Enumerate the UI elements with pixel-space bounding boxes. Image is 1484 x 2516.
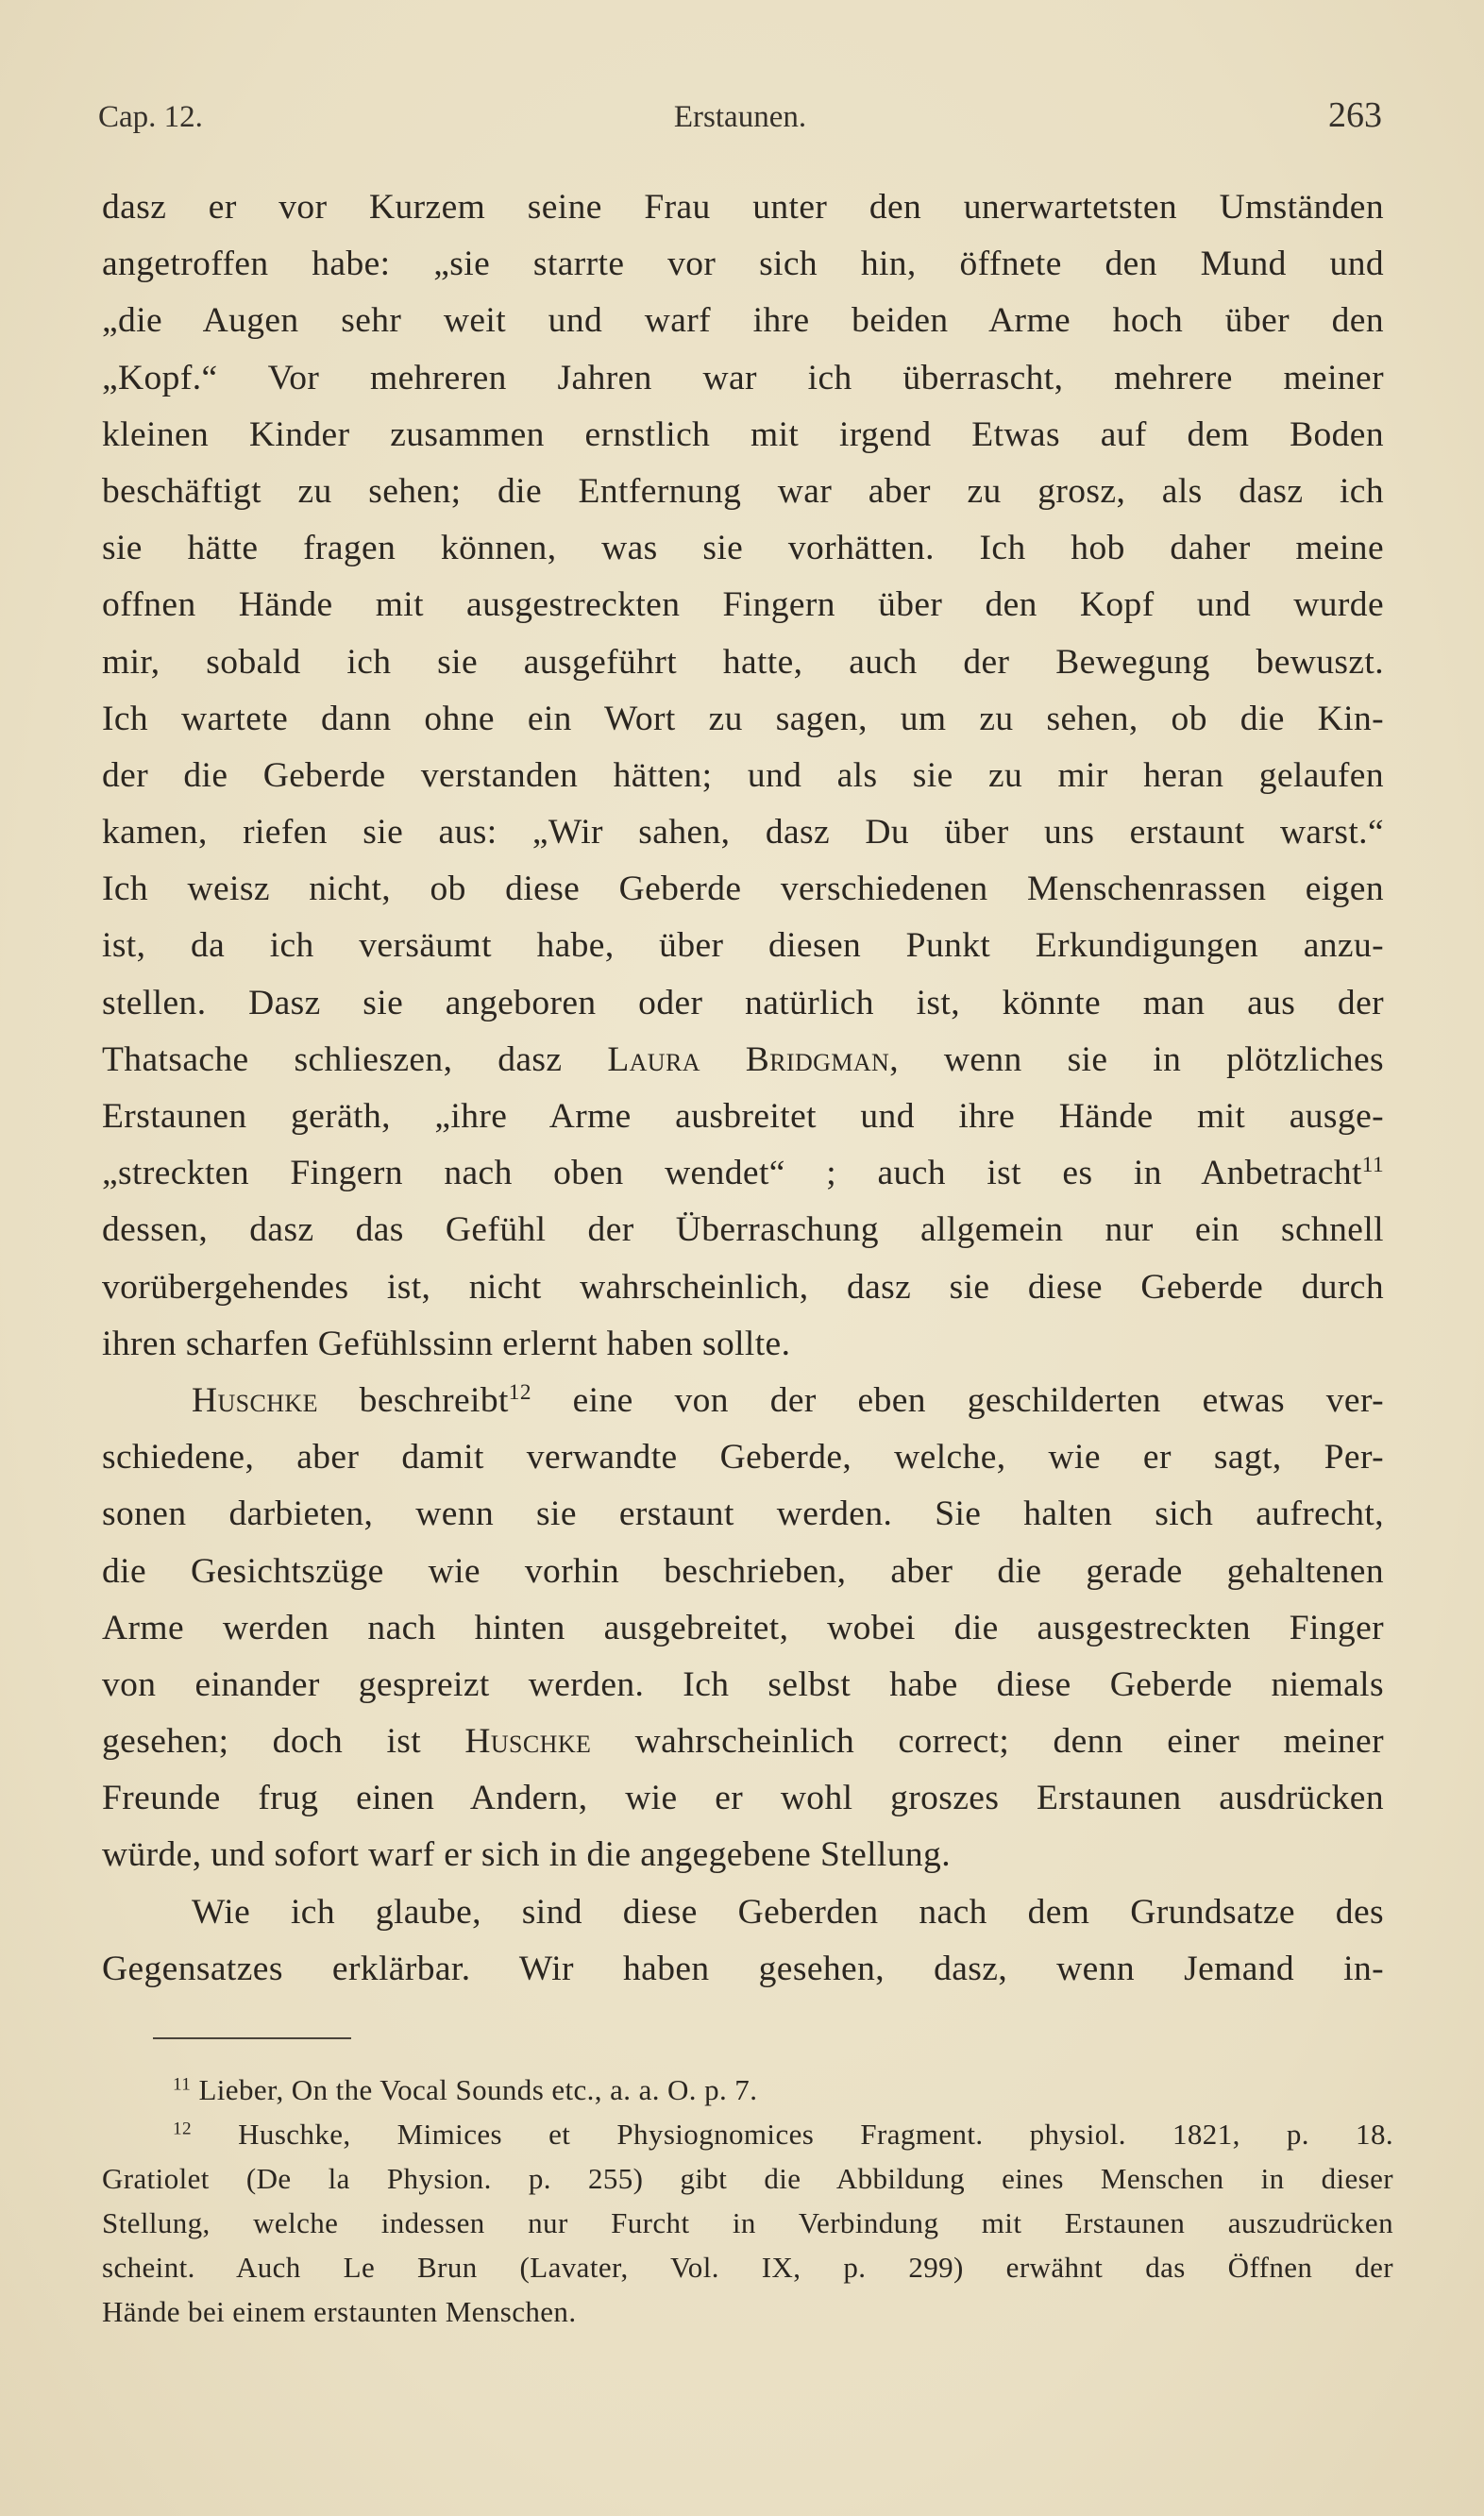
line-text: Ich wartete dann ohne ein Wort zu sagen, um zu sehen, ob die Kin- (102, 699, 1384, 738)
text-line (102, 1486, 1384, 1543)
text-line (102, 1827, 1384, 1883)
text-line (102, 1145, 1384, 1202)
chapter-label: Cap. 12. (98, 100, 203, 134)
footnote-line (102, 2112, 1393, 2156)
text-line (102, 1259, 1384, 1316)
line-text: beschreibt (317, 1380, 509, 1420)
line-text: „streckten Fingern nach oben wendet“ (102, 1154, 827, 1193)
line-text: der die Geberde verstanden hätten; und als sie zu mir heran gelaufen (102, 755, 1384, 795)
footnote-text: Hände bei einem erstaunten Menschen. (102, 2295, 577, 2328)
text-line (102, 407, 1384, 464)
line-text: ist, da ich versäumt habe, über diesen Punkt Erkundigungen anzu- (102, 926, 1384, 966)
line-text: die Gesichtszüge wie vorhin beschrieben, aber die gerade gehaltenen (102, 1551, 1384, 1591)
running-header (98, 94, 1382, 151)
text-line (102, 804, 1384, 861)
text-line (102, 1884, 1384, 1941)
text-line (102, 1316, 1384, 1373)
text-line (102, 1657, 1384, 1714)
line-text: Freunde frug einen Andern, wie er wohl groszes Erstaunen ausdrücken (102, 1779, 1384, 1818)
line-text: mir, sobald ich sie ausgeführt hatte, auch der Bewegung bewuszt. (102, 642, 1384, 682)
person-name: Huschke (192, 1380, 318, 1420)
text-line (102, 464, 1384, 520)
line-text: vorübergehendes ist, nicht wahrscheinlich, dasz sie diese Geberde durch (102, 1267, 1384, 1307)
text-line (102, 293, 1384, 349)
text-line (102, 520, 1384, 577)
footnote-ref: 12 (508, 1380, 531, 1406)
line-text: „Kopf.“ Vor mehreren Jahren war ich überrascht, mehrere meiner (102, 358, 1384, 397)
line-text: ihren scharfen Gefühlssinn erlernt haben sollte. (102, 1324, 791, 1363)
line-text: Ich weisz nicht, ob diese Geberde verschiedenen Menschenrassen eigen (102, 870, 1384, 909)
footnote-number: 11 (173, 2074, 192, 2095)
footnote-line (102, 2289, 1393, 2334)
line-text: , wenn sie in plötzliches (889, 1039, 1384, 1079)
text-line (102, 861, 1384, 918)
line-text: „die Augen sehr weit und warf ihre beiden Arme hoch über den (102, 301, 1384, 341)
text-line (102, 236, 1384, 293)
text-line (102, 975, 1384, 1032)
footnote-line (102, 2245, 1393, 2289)
footnote-line (102, 2156, 1393, 2201)
line-text: beschäftigt zu sehen; die Entfernung war aber zu grosz, als dasz ich (102, 471, 1384, 511)
footnote-ref: 11 (1361, 1153, 1384, 1178)
line-text: eine von der eben geschilderten etwas ver- (531, 1380, 1384, 1420)
text-line (102, 1770, 1384, 1827)
footnotes (102, 2068, 1393, 2334)
footnote-line (102, 2068, 1393, 2112)
line-text: sonen darbieten, wenn sie erstaunt werden. Sie halten sich aufrecht, (102, 1494, 1384, 1534)
line-text: gesehen; doch ist (102, 1722, 465, 1762)
text-line (102, 1089, 1384, 1145)
line-text: angetroffen habe: „sie starrte vor sich hin, öffnete den Mund und (102, 245, 1384, 284)
line-text: sie hätte fragen können, was sie vorhätten. Ich hob daher meine (102, 529, 1384, 568)
text-line (102, 1600, 1384, 1657)
page-title: Erstaunen. (673, 100, 807, 134)
text-line (102, 1429, 1384, 1486)
text-line (102, 1202, 1384, 1258)
line-text: kamen, riefen sie aus: „Wir sahen, dasz Du über uns erstaunt warst.“ (102, 813, 1384, 853)
person-name: Huschke (464, 1722, 592, 1762)
text-line (102, 1941, 1384, 1998)
line-text: dasz er vor Kurzem seine Frau unter den unerwartetsten Umständen (102, 188, 1384, 227)
line-text: Erstaunen geräth, „ihre Arme ausbreitet und ihre Hände mit ausge- (102, 1097, 1384, 1136)
footnote-line (102, 2201, 1393, 2245)
footnote-text: scheint. Auch Le Brun (Lavater, Vol. IX, p. 299) erwähnt das Öffnen der (102, 2251, 1393, 2284)
footnote-number: 12 (173, 2119, 193, 2139)
text-line (102, 691, 1384, 748)
text-line (102, 634, 1384, 691)
line-text: ; auch ist es in Anbetracht (826, 1154, 1362, 1193)
body-text (102, 179, 1384, 1998)
text-line (102, 577, 1384, 633)
line-text: Gegensatzes erklärbar. Wir haben gesehen, dasz, wenn Jemand in- (102, 1949, 1384, 1988)
line-text: würde, und sofort warf er sich in die angegebene Stellung. (102, 1835, 951, 1875)
footnote-divider (153, 2037, 351, 2039)
footnote-text: Stellung, welche indessen nur Furcht in Verbindung mit Erstaunen auszudrücken (102, 2206, 1393, 2239)
line-text: wahrscheinlich correct; denn einer meiner (591, 1722, 1384, 1762)
text-line (102, 1544, 1384, 1600)
page-number: 263 (1328, 95, 1382, 135)
line-text: stellen. Dasz sie angeboren oder natürlich ist, könnte man aus der (102, 983, 1384, 1022)
text-line (102, 179, 1384, 236)
text-line (102, 918, 1384, 974)
footnote-text: Huschke, Mimices et Physiognomices Fragment. physiol. 1821, p. 18. (192, 2118, 1393, 2151)
footnote-text: Gratiolet (De la Physion. p. 255) gibt die Abbildung eines Menschen in dieser (102, 2162, 1393, 2195)
text-line (102, 350, 1384, 407)
line-text: schiedene, aber damit verwandte Geberde, welche, wie er sagt, Per- (102, 1438, 1384, 1478)
line-text: Wie ich glaube, sind diese Geberden nach dem Grundsatze des (192, 1892, 1384, 1932)
person-name: Laura Bridgman (607, 1039, 890, 1079)
line-text: offnen Hände mit ausgestreckten Fingern über den Kopf und wurde (102, 585, 1384, 625)
text-line (102, 1373, 1384, 1429)
text-line (102, 1714, 1384, 1770)
line-text: dessen, dasz das Gefühl der Überraschung allgemein nur ein schnell (102, 1210, 1384, 1250)
line-text: Arme werden nach hinten ausgebreitet, wobei die ausgestreckten Finger (102, 1608, 1384, 1647)
line-text: von einander gespreizt werden. Ich selbst habe diese Geberde niemals (102, 1664, 1384, 1704)
footnote-text: Lieber, On the Vocal Sounds etc., a. a. O. p. 7. (191, 2073, 758, 2106)
text-line (102, 748, 1384, 804)
line-text: Thatsache schlieszen, dasz (102, 1039, 608, 1079)
line-text: kleinen Kinder zusammen ernstlich mit irgend Etwas auf dem Boden (102, 414, 1384, 454)
text-line (102, 1032, 1384, 1089)
